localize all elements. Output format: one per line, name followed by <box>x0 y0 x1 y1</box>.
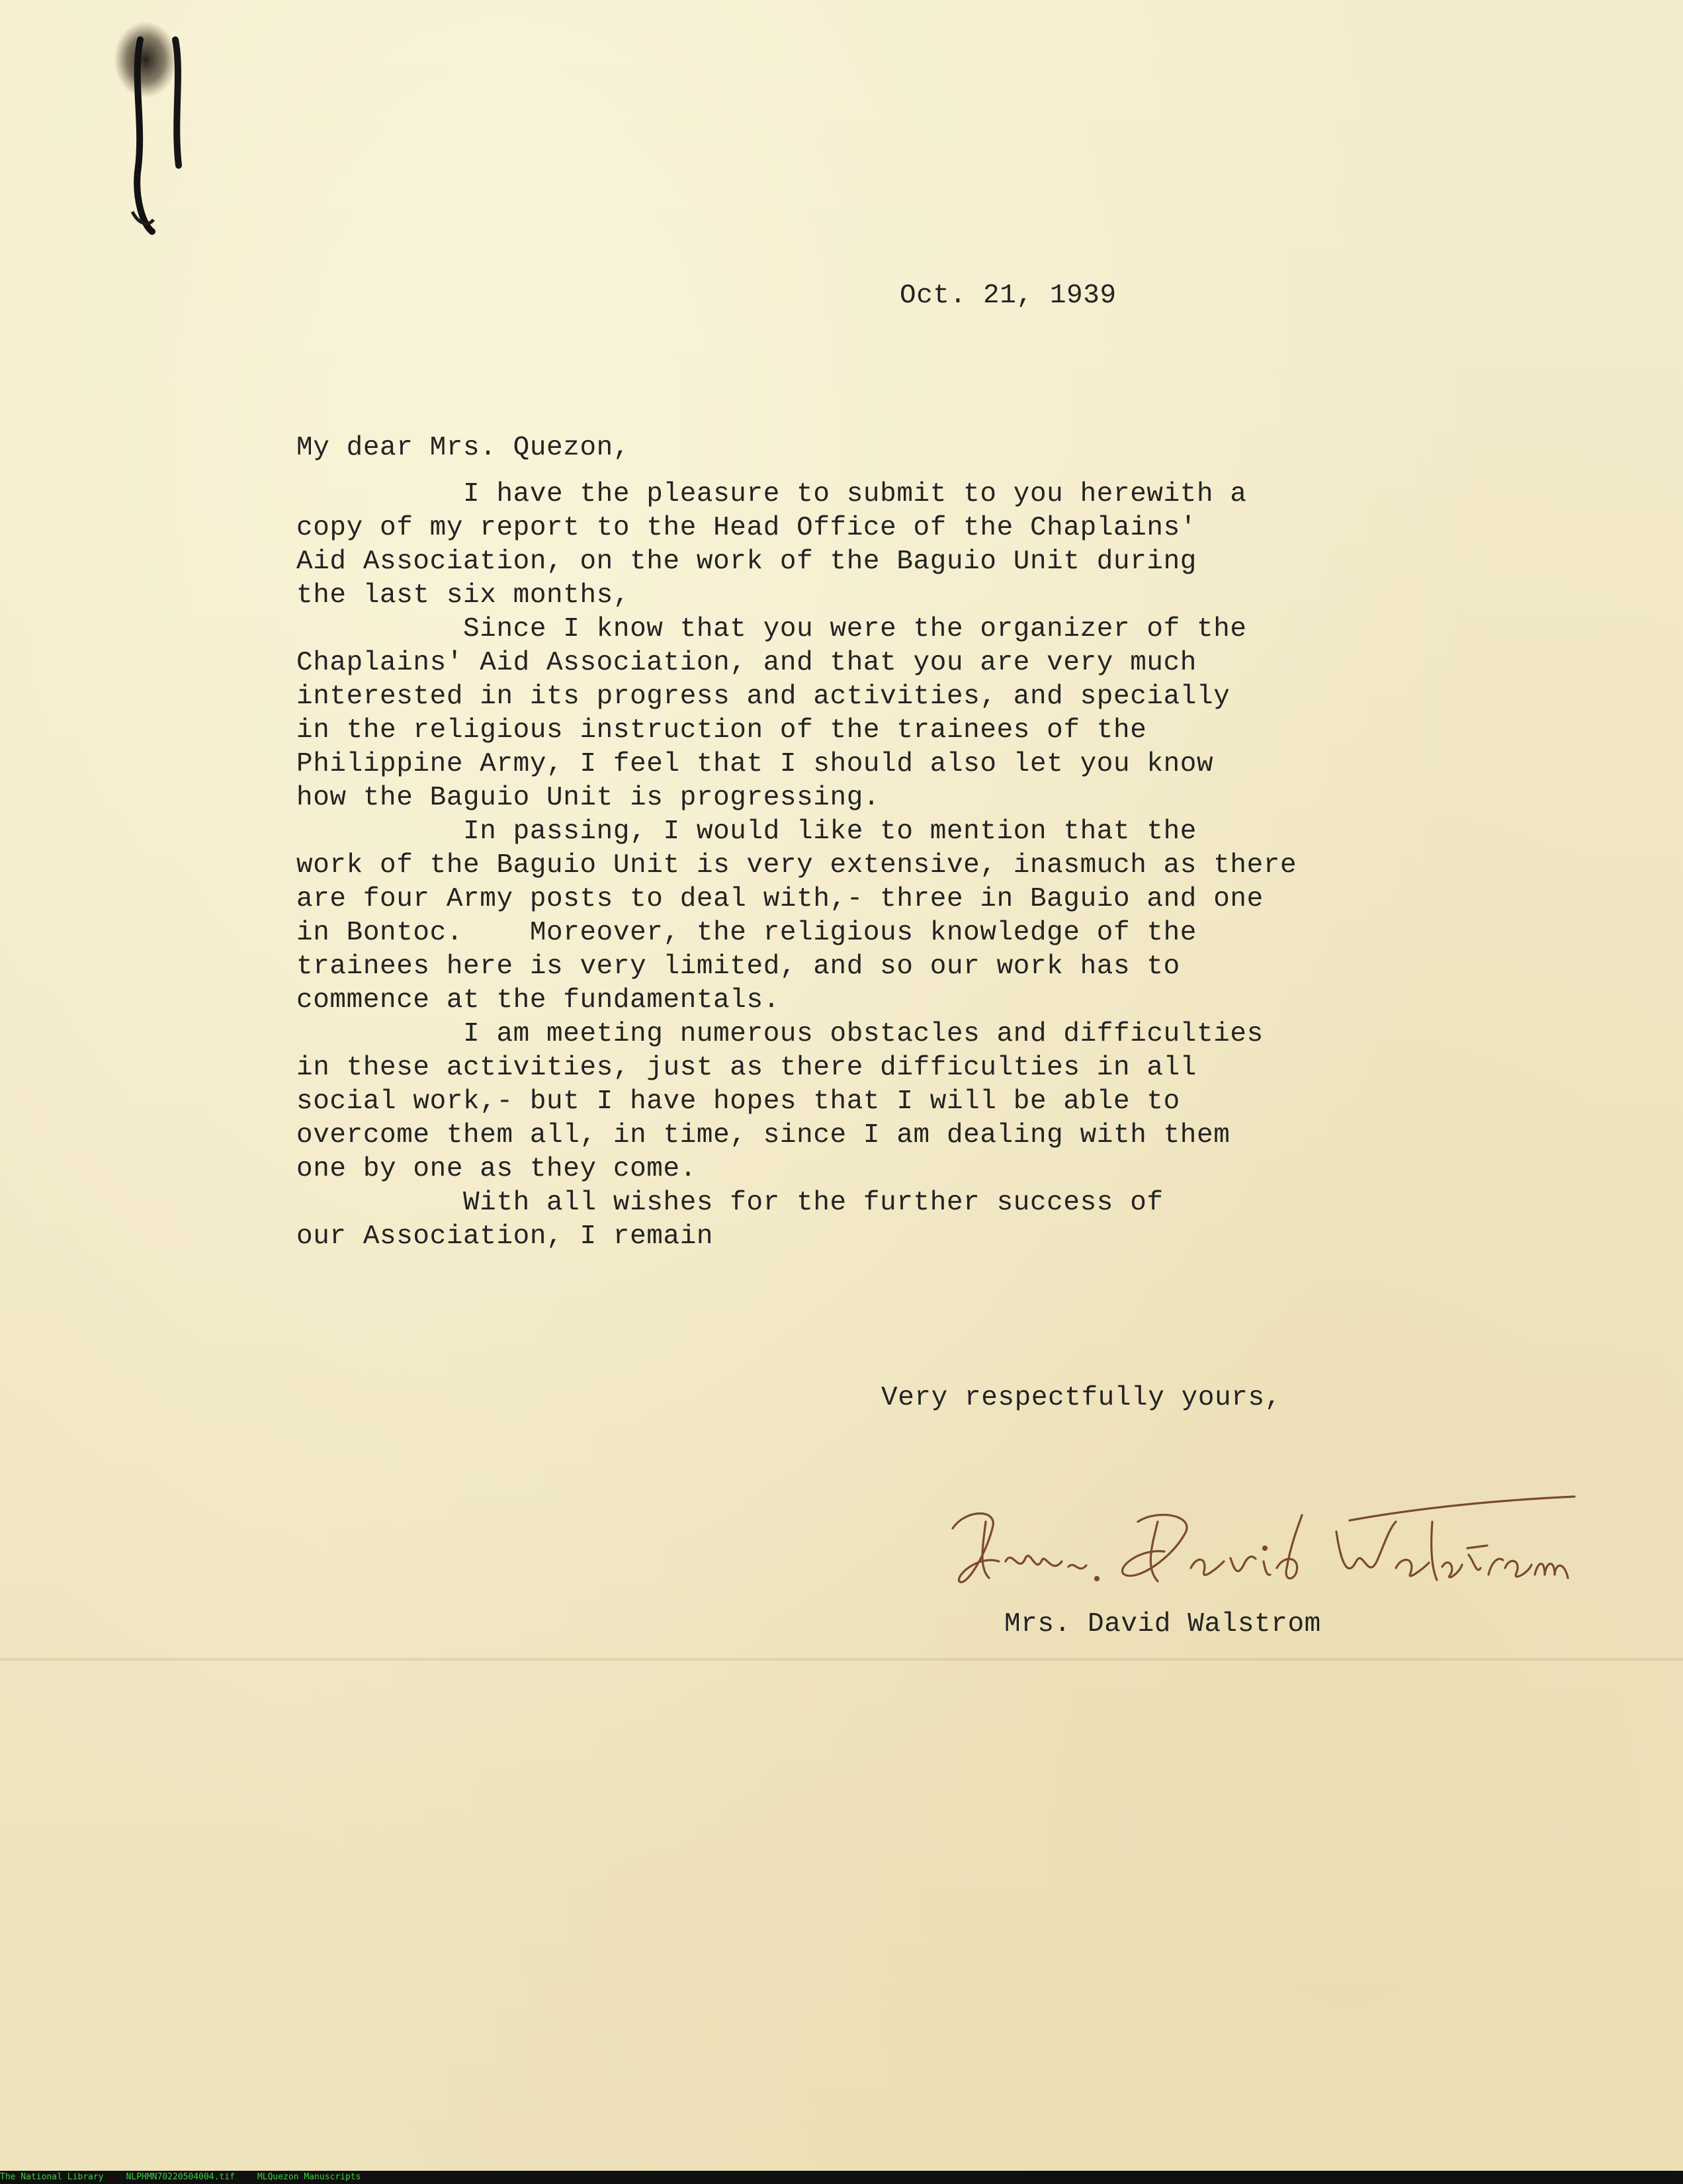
letter-date: Oct. 21, 1939 <box>900 281 1117 311</box>
body-line: copy of my report to the Head Office of the Chaplains' <box>296 513 1197 543</box>
complimentary-close: Very respectfully yours, <box>881 1383 1281 1413</box>
body-line: the last six months, <box>296 580 630 611</box>
body-line: interested in its progress and activities, and specially <box>296 681 1230 712</box>
body-line: in Bontoc. Moreover, the religious knowledge of the <box>296 918 1197 948</box>
letter-body <box>296 478 1297 1254</box>
archive-footer <box>0 2171 1683 2184</box>
salutation: My dear Mrs. Quezon, <box>296 433 630 463</box>
body-line: In passing, I would like to mention that the <box>296 816 1197 847</box>
body-line: Chaplains' Aid Association, and that you are very much <box>296 648 1197 678</box>
body-line: overcome them all, in time, since I am dealing with them <box>296 1120 1230 1151</box>
footer-collection: MLQuezon Manuscripts <box>257 2172 361 2182</box>
body-line: work of the Baguio Unit is very extensive, inasmuch as there <box>296 850 1297 881</box>
body-line: commence at the fundamentals. <box>296 985 780 1016</box>
body-line: one by one as they come. <box>296 1154 697 1184</box>
body-line: Philippine Army, I feel that I should also let you know <box>296 749 1214 779</box>
typed-signer-name: Mrs. David Walstrom <box>1004 1609 1321 1639</box>
body-line: Since I know that you were the organizer of the <box>296 614 1247 644</box>
body-line: are four Army posts to deal with,- three in Baguio and one <box>296 884 1264 914</box>
body-line: in these activities, just as there difficulties in all <box>296 1053 1197 1083</box>
body-line: I have the pleasure to submit to you herewith a <box>296 479 1247 509</box>
footer-library: The National Library <box>0 2172 104 2182</box>
body-line: Aid Association, on the work of the Baguio Unit during <box>296 546 1197 577</box>
body-line: our Association, I remain <box>296 1221 714 1252</box>
footer-file-id: NLPHMN70220504004.tif <box>126 2172 235 2182</box>
body-line: trainees here is very limited, and so our work has to <box>296 951 1180 982</box>
paper-fold-line <box>0 1657 1683 1661</box>
body-line: With all wishes for the further success of <box>296 1188 1164 1218</box>
body-line: I am meeting numerous obstacles and difficulties <box>296 1019 1264 1049</box>
body-line: in the religious instruction of the trainees of the <box>296 715 1147 746</box>
handwritten-signature <box>939 1482 1588 1614</box>
staple-rust-marks <box>112 13 232 251</box>
body-line: how the Baguio Unit is progressing. <box>296 783 881 813</box>
body-line: social work,- but I have hopes that I will be able to <box>296 1086 1180 1117</box>
